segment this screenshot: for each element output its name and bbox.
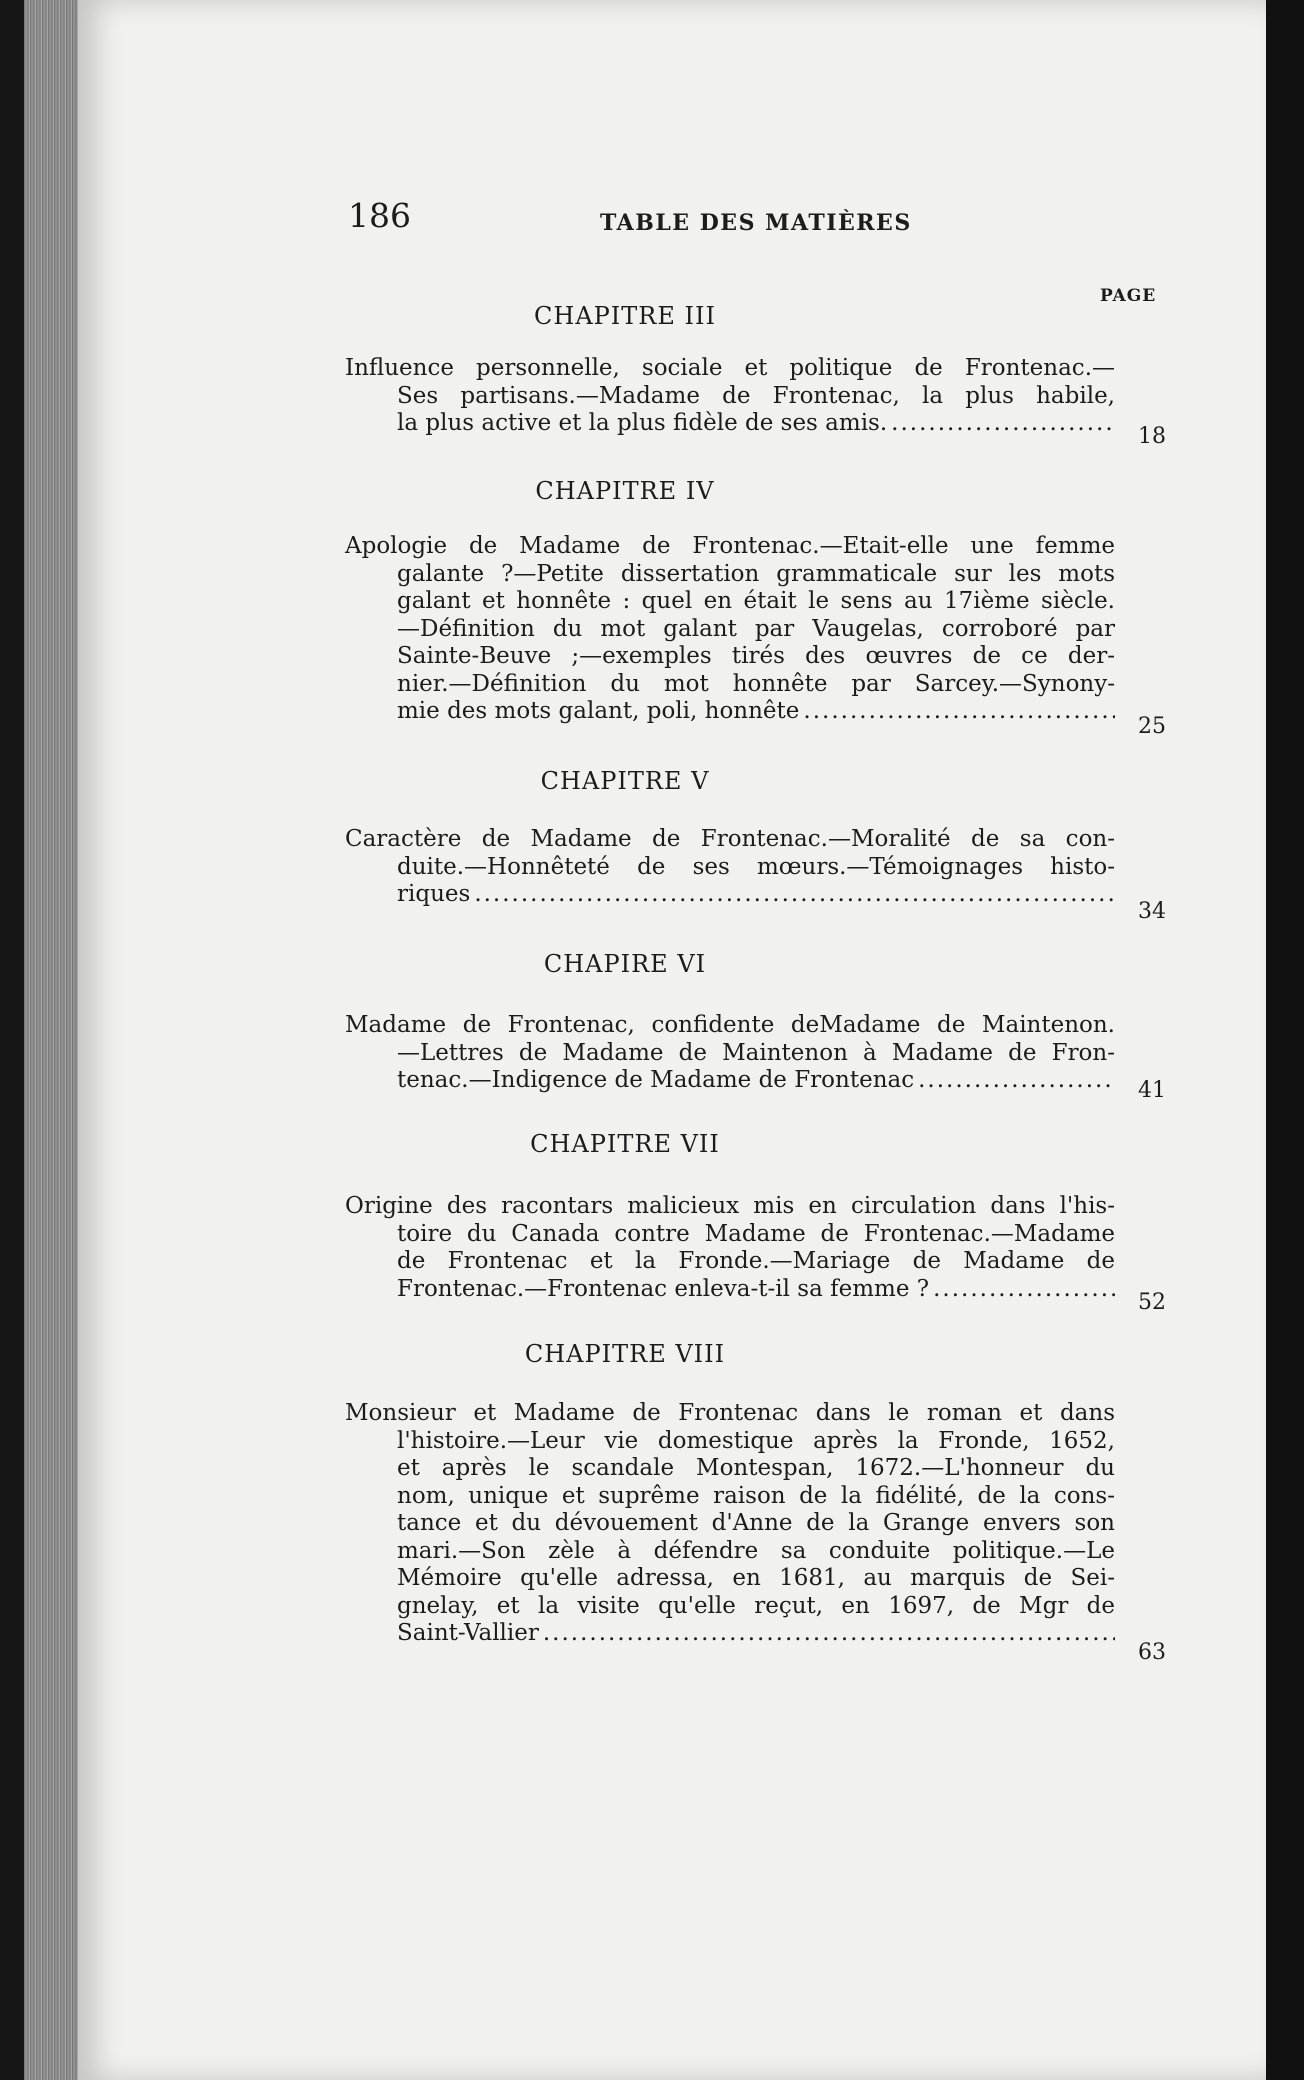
chapter-title: CHAPIRE VI [543, 950, 707, 978]
entry-line [397, 1276, 1115, 1304]
entry-line [397, 1620, 1115, 1648]
scan-border [1266, 0, 1304, 2080]
entry-line: Caractère de Madame de Frontenac.—Moralité de sa con- [345, 826, 1115, 852]
entry-line: et après le scandale Montespan, 1672.—L'honneur du [397, 1455, 1115, 1481]
entry-line-text: tenac.—Indigence de Madame de Frontenac [397, 1067, 915, 1093]
entry-line: Madame de Frontenac, confidente deMadame de Maintenon. [345, 1012, 1115, 1038]
entry-line-text: Frontenac.—Frontenac enleva-t-il sa femme ? [397, 1275, 930, 1302]
page-reference: 63 [1138, 1640, 1166, 1665]
entry-line [397, 698, 1115, 726]
entry-line: de Frontenac et la Fronde.—Mariage de Madame de [397, 1248, 1115, 1274]
entry-line: Origine des racontars malicieux mis en circulation dans l'his- [345, 1193, 1115, 1219]
entry-line: galante ?—Petite dissertation grammaticale sur les mots [397, 560, 1115, 587]
entry-line-text: Saint-Vallier [397, 1620, 539, 1646]
entry-line [397, 1067, 1115, 1095]
entry-line-text: mie des mots galant, poli, honnête [397, 698, 800, 724]
chapter-title: CHAPITRE VIII [524, 1340, 726, 1368]
entry-line: Monsieur et Madame de Frontenac dans le roman et dans [345, 1400, 1115, 1426]
entry-line: Sainte-Beuve ;—exemples tirés des œuvres de ce der- [397, 643, 1115, 669]
toc-entry [345, 533, 1115, 726]
entry-line: Influence personnelle, sociale et politique de Frontenac.— [345, 355, 1115, 381]
entry-line: galant et honnête : quel en était le sens au 17ième siècle. [397, 588, 1115, 614]
chapter-title: CHAPITRE V [540, 767, 710, 795]
entry-line: tance et du dévouement d'Anne de la Grange envers son [397, 1510, 1115, 1536]
entry-line [397, 410, 1115, 438]
dot-leader [470, 881, 1115, 909]
page-reference: 34 [1138, 899, 1166, 924]
dot-leader [929, 1276, 1115, 1304]
entry-line: Mémoire qu'elle adressa, en 1681, au marquis de Sei- [397, 1565, 1115, 1591]
entry-line [397, 881, 1115, 909]
entry-line: gnelay, et la visite qu'elle reçut, en 1697, de Mgr de [397, 1592, 1115, 1619]
entry-line: Ses partisans.—Madame de Frontenac, la plus habile, [397, 382, 1115, 409]
page-reference: 25 [1138, 714, 1166, 739]
dot-leader [539, 1620, 1115, 1648]
entry-line: —Lettres de Madame de Maintenon à Madame de Fron- [397, 1039, 1115, 1066]
entry-line: —Définition du mot galant par Vaugelas, corroboré par [397, 615, 1115, 642]
chapter-title: CHAPITRE IV [535, 477, 715, 505]
page-column-label: PAGE [1100, 286, 1157, 306]
entry-line: nom, unique et suprême raison de la fidélité, de la cons- [397, 1482, 1115, 1509]
entry-line: duite.—Honnêteté de ses mœurs.—Témoignages histo- [397, 853, 1115, 880]
toc-entry [345, 355, 1115, 438]
entry-line-text: riques [397, 881, 471, 907]
page-reference: 18 [1138, 424, 1166, 449]
dot-leader [799, 698, 1115, 726]
entry-line: Apologie de Madame de Frontenac.—Etait-elle une femme [345, 533, 1115, 559]
page-reference: 41 [1138, 1078, 1166, 1103]
entry-line: toire du Canada contre Madame de Frontenac.—Madame [397, 1220, 1115, 1247]
entry-line: l'histoire.—Leur vie domestique après la Fronde, 1652, [397, 1427, 1115, 1454]
toc-entry [345, 826, 1115, 909]
entry-line: mari.—Son zèle à défendre sa conduite politique.—Le [397, 1537, 1115, 1564]
page-number: 186 [348, 196, 411, 235]
page-reference: 52 [1138, 1290, 1166, 1315]
dot-leader [887, 410, 1115, 438]
entry-line: nier.—Définition du mot honnête par Sarcey.—Synony- [397, 670, 1115, 697]
running-head: TABLE DES MATIÈRES [600, 210, 912, 236]
toc-entry [345, 1012, 1115, 1095]
chapter-title: CHAPITRE VII [530, 1130, 720, 1158]
entry-line-text: la plus active et la plus fidèle de ses amis. [397, 410, 888, 436]
dot-leader [914, 1067, 1115, 1095]
toc-entry [345, 1400, 1115, 1648]
chapter-title: CHAPITRE III [534, 302, 716, 330]
toc-entry [345, 1193, 1115, 1303]
